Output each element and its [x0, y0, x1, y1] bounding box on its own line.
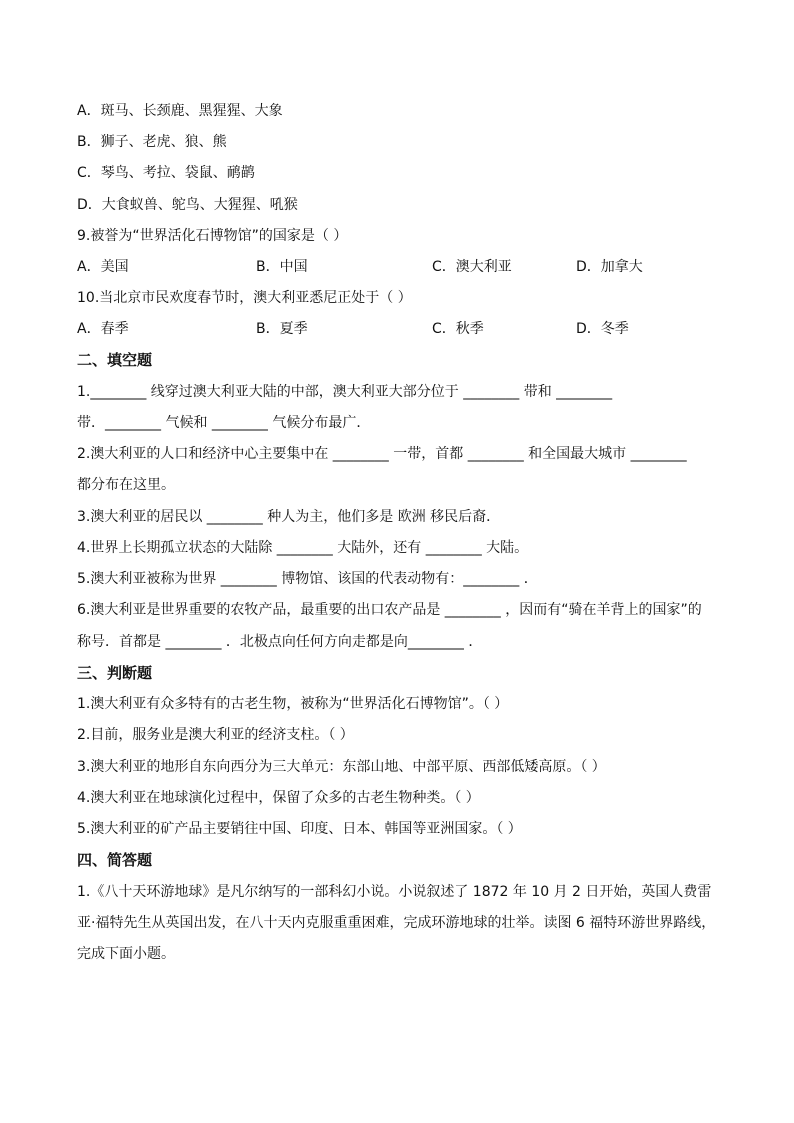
fill-line: 称号．首都是 ________ ．北极点向任何方向走都是向________ ． — [77, 634, 483, 650]
section-heading-judge: 三、判断题 — [77, 664, 153, 682]
fill-line: 3.澳大利亚的居民以 ________ 种人为主，他们多是 欧洲 移民后裔． — [77, 509, 501, 525]
short-line: 1.《八十天环游地球》是凡尔纳写的一部科幻小说。小说叙述了 1872 年 10 月 2 日开始，英国人费雷 — [77, 884, 712, 900]
fill-line: 都分布在这里。 — [77, 477, 175, 493]
fill-line: 5.澳大利亚被称为世界 ________ 博物馆、该国的代表动物有：________ ． — [77, 571, 538, 587]
fill-line: 2.澳大利亚的人口和经济中心主要集中在 ________ 一带，首都 ________ 和全国最大城市 ________ — [77, 446, 687, 462]
q9-option-a: A．美国 — [77, 259, 129, 275]
q9-option-d: D．加拿大 — [576, 259, 643, 275]
q8-option-a: A．斑马、长颈鹿、黑猩猩、大象 — [77, 103, 283, 119]
judge-line: 3.澳大利亚的地形自东向西分为三大单元：东部山地、中部平原、西部低矮高原。（ ） — [77, 759, 606, 775]
q10-option-b: B．夏季 — [256, 321, 308, 337]
section-heading-fill: 二、填空题 — [77, 351, 153, 369]
q10-option-c: C．秋季 — [432, 321, 484, 337]
q8-option-b: B．狮子、老虎、狼、熊 — [77, 134, 227, 150]
section-heading-short: 四、简答题 — [77, 851, 153, 869]
short-line: 亚·福特先生从英国出发，在八十天内克服重重困难，完成环游地球的壮举。读图 6 福特环游世界路线， — [77, 915, 716, 931]
q8-option-d: D．大食蚁兽、鸵鸟、大猩猩、吼猴 — [77, 197, 298, 213]
q10-option-a: A．春季 — [77, 321, 129, 337]
q9-option-c: C．澳大利亚 — [432, 259, 512, 275]
q10-stem: 10.当北京市民欢度春节时，澳大利亚悉尼正处于（ ） — [77, 290, 412, 306]
judge-line: 4.澳大利亚在地球演化过程中，保留了众多的古老生物种类。（ ） — [77, 790, 480, 806]
q10-option-d: D．冬季 — [576, 321, 629, 337]
judge-line: 2.目前，服务业是澳大利亚的经济支柱。（ ） — [77, 727, 354, 743]
q9-stem: 9.被誉为“世界活化石博物馆”的国家是（ ） — [77, 228, 348, 244]
q9-option-b: B．中国 — [256, 259, 308, 275]
fill-line: 带．________ 气候和 ________ 气候分布最广． — [77, 415, 371, 431]
q8-option-c: C．琴鸟、考拉、袋鼠、鸸鹋 — [77, 165, 255, 181]
judge-line: 1.澳大利亚有众多特有的古老生物，被称为“世界活化石博物馆”。（ ） — [77, 696, 509, 712]
short-line: 完成下面小题。 — [77, 946, 175, 962]
fill-line: 4.世界上长期孤立状态的大陆除 ________ 大陆外，还有 ________ 大陆。 — [77, 540, 529, 556]
judge-line: 5.澳大利亚的矿产品主要销往中国、印度、日本、韩国等亚洲国家。（ ） — [77, 821, 522, 837]
fill-line: 1.________ 线穿过澳大利亚大陆的中部，澳大利亚大部分位于 ________ 带和 ________ — [77, 384, 613, 400]
fill-line: 6.澳大利亚是世界重要的农牧产品，最重要的出口农产品是 ________ ，因而有“骑在羊背上的国家”的 — [77, 602, 702, 618]
